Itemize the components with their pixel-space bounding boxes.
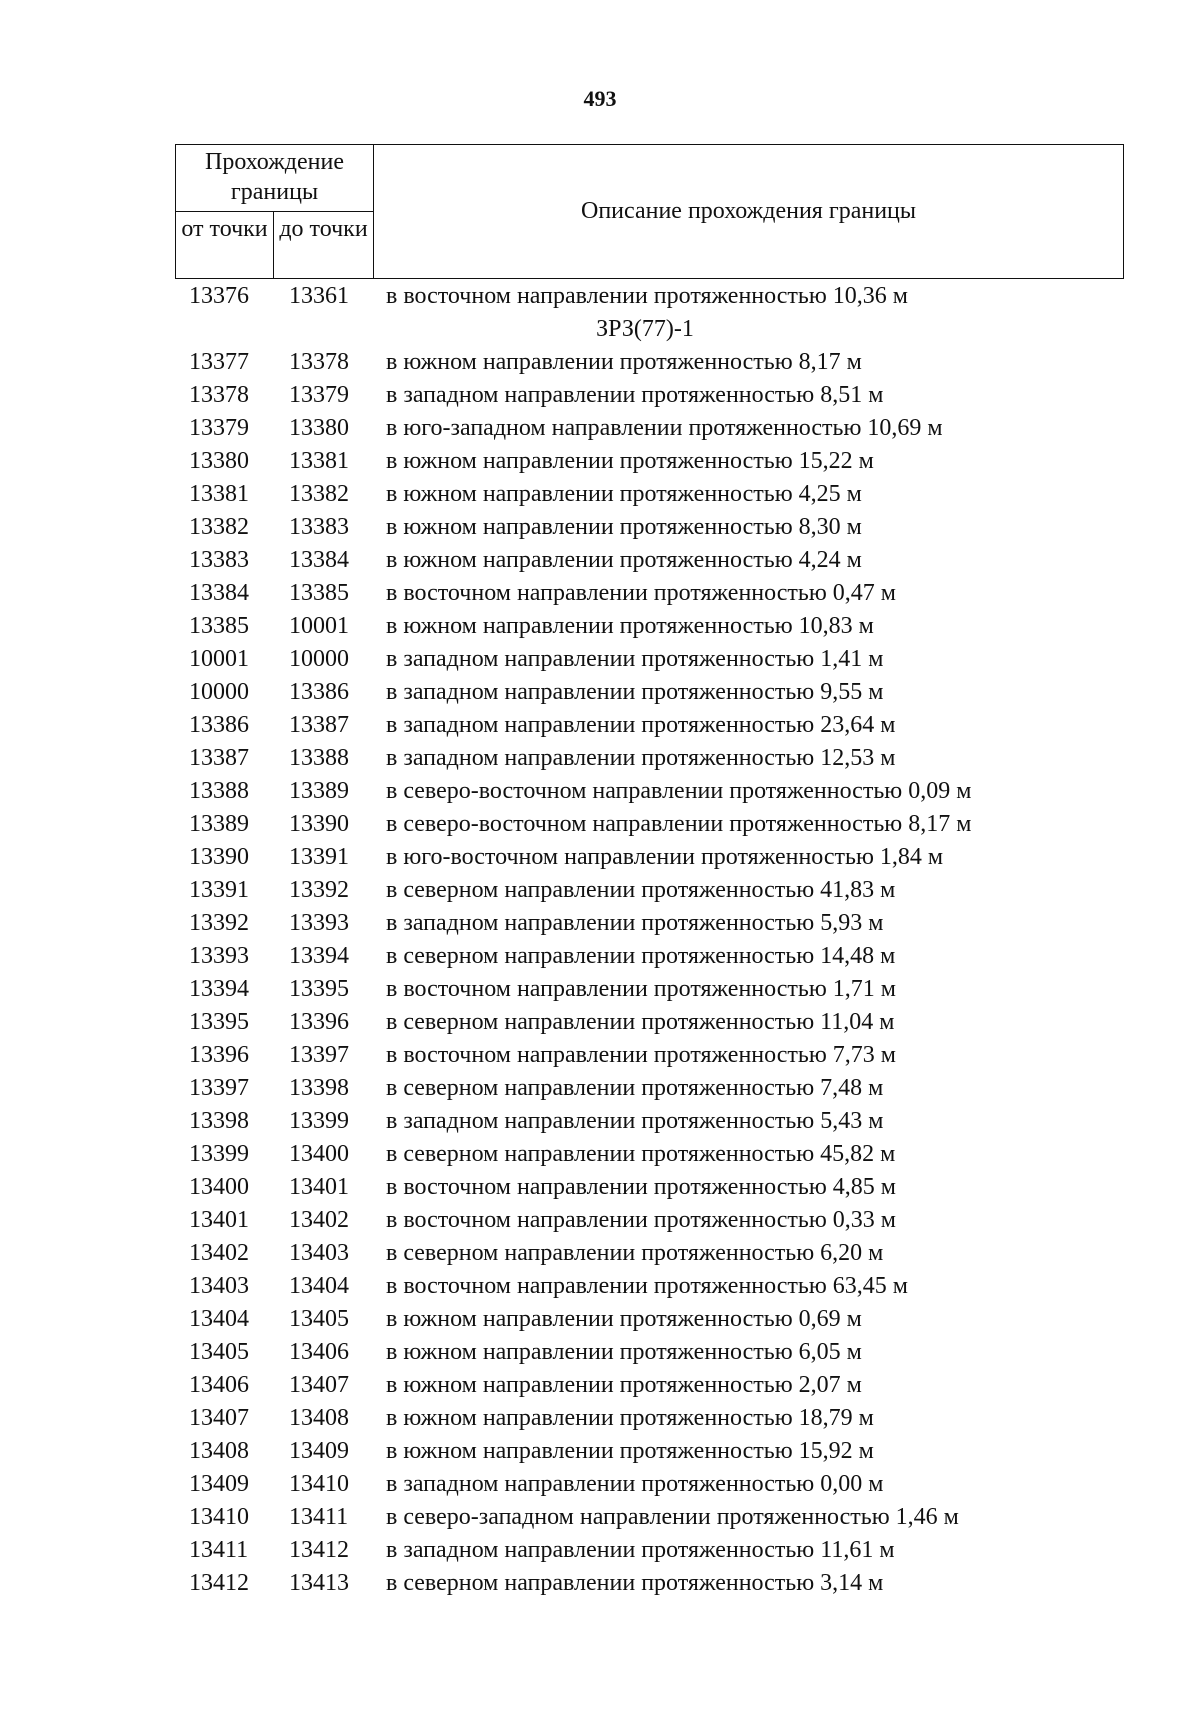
to-point: 13396 xyxy=(289,1009,349,1035)
table-row xyxy=(0,1039,1200,1072)
description: в южном направлении протяженностью 4,24 м xyxy=(386,547,862,573)
to-point: 13397 xyxy=(289,1042,349,1068)
from-point: 13393 xyxy=(189,943,249,969)
to-point: 13413 xyxy=(289,1570,349,1596)
table-row xyxy=(0,1534,1200,1567)
table-row xyxy=(0,808,1200,841)
description: в северном направлении протяженностью 41,83 м xyxy=(386,877,896,903)
description: в восточном направлении протяженностью 4,85 м xyxy=(386,1174,896,1200)
from-point: 13403 xyxy=(189,1273,249,1299)
table-row xyxy=(0,775,1200,808)
from-point: 13389 xyxy=(189,811,249,837)
description: в западном направлении протяженностью 12,53 м xyxy=(386,745,896,771)
from-point: 13378 xyxy=(189,382,249,408)
table-row xyxy=(0,1138,1200,1171)
section-title: ЗРЗ(77)-1 xyxy=(596,316,694,342)
from-point: 13388 xyxy=(189,778,249,804)
to-point: 13378 xyxy=(289,349,349,375)
description: в северо-западном направлении протяженностью 1,46 м xyxy=(386,1504,959,1530)
description: в южном направлении протяженностью 15,22 м xyxy=(386,448,874,474)
table-row xyxy=(0,907,1200,940)
to-point: 13361 xyxy=(289,283,349,309)
description: в северном направлении протяженностью 7,48 м xyxy=(386,1075,884,1101)
table-row xyxy=(0,1303,1200,1336)
from-point: 13399 xyxy=(189,1141,249,1167)
description: в восточном направлении протяженностью 7,73 м xyxy=(386,1042,896,1068)
from-point: 13379 xyxy=(189,415,249,441)
description: в западном направлении протяженностью 5,43 м xyxy=(386,1108,884,1134)
from-point: 10000 xyxy=(189,679,249,705)
table-row xyxy=(0,511,1200,544)
to-point: 13403 xyxy=(289,1240,349,1266)
table-row xyxy=(0,1204,1200,1237)
from-point: 13377 xyxy=(189,349,249,375)
description: в северном направлении протяженностью 45,82 м xyxy=(386,1141,896,1167)
to-point: 13392 xyxy=(289,877,349,903)
description: в северном направлении протяженностью 14,48 м xyxy=(386,943,896,969)
to-point: 13395 xyxy=(289,976,349,1002)
to-point: 10001 xyxy=(289,613,349,639)
table-row xyxy=(0,1402,1200,1435)
description: в западном направлении протяженностью 1,41 м xyxy=(386,646,884,672)
header-from-point: от точки xyxy=(181,216,268,242)
to-point: 13383 xyxy=(289,514,349,540)
to-point: 13402 xyxy=(289,1207,349,1233)
table-row xyxy=(0,280,1200,313)
table-row xyxy=(0,1270,1200,1303)
to-point: 13387 xyxy=(289,712,349,738)
description: в западном направлении протяженностью 23,64 м xyxy=(386,712,896,738)
from-point: 10001 xyxy=(189,646,249,672)
to-point: 13408 xyxy=(289,1405,349,1431)
to-point: 13399 xyxy=(289,1108,349,1134)
to-point: 13390 xyxy=(289,811,349,837)
description: в южном направлении протяженностью 15,92 м xyxy=(386,1438,874,1464)
from-point: 13412 xyxy=(189,1570,249,1596)
from-point: 13385 xyxy=(189,613,249,639)
from-point: 13408 xyxy=(189,1438,249,1464)
from-point: 13397 xyxy=(189,1075,249,1101)
description: в южном направлении протяженностью 8,30 м xyxy=(386,514,862,540)
to-point: 13404 xyxy=(289,1273,349,1299)
table-row xyxy=(0,841,1200,874)
description: в южном направлении протяженностью 6,05 м xyxy=(386,1339,862,1365)
table-row xyxy=(0,346,1200,379)
description: в западном направлении протяженностью 11,61 м xyxy=(386,1537,895,1563)
to-point: 13384 xyxy=(289,547,349,573)
to-point: 13400 xyxy=(289,1141,349,1167)
header-description: Описание прохождения границы xyxy=(580,198,916,224)
from-point: 13395 xyxy=(189,1009,249,1035)
table-row xyxy=(0,1105,1200,1138)
from-point: 13411 xyxy=(189,1537,249,1563)
table-row xyxy=(0,973,1200,1006)
from-point: 13384 xyxy=(189,580,249,606)
description: в северо-восточном направлении протяженностью 0,09 м xyxy=(386,778,972,804)
table-row xyxy=(0,1501,1200,1534)
to-point: 13407 xyxy=(289,1372,349,1398)
table-row xyxy=(0,544,1200,577)
from-point: 13380 xyxy=(189,448,249,474)
table-row xyxy=(0,1171,1200,1204)
to-point: 13405 xyxy=(289,1306,349,1332)
from-point: 13407 xyxy=(189,1405,249,1431)
description: в юго-западном направлении протяженностью 10,69 м xyxy=(386,415,943,441)
table-row xyxy=(0,643,1200,676)
description: в восточном направлении протяженностью 1,71 м xyxy=(386,976,896,1002)
to-point: 13406 xyxy=(289,1339,349,1365)
from-point: 13396 xyxy=(189,1042,249,1068)
table-row xyxy=(0,940,1200,973)
description: в восточном направлении протяженностью 63,45 м xyxy=(386,1273,908,1299)
table-row xyxy=(0,1435,1200,1468)
from-point: 13381 xyxy=(189,481,249,507)
to-point: 13412 xyxy=(289,1537,349,1563)
to-point: 13389 xyxy=(289,778,349,804)
to-point: 13394 xyxy=(289,943,349,969)
from-point: 13387 xyxy=(189,745,249,771)
from-point: 13392 xyxy=(189,910,249,936)
description: в северном направлении протяженностью 6,20 м xyxy=(386,1240,884,1266)
description: в южном направлении протяженностью 8,17 м xyxy=(386,349,862,375)
description: в западном направлении протяженностью 0,00 м xyxy=(386,1471,884,1497)
description: в северном направлении протяженностью 11,04 м xyxy=(386,1009,895,1035)
table-row xyxy=(0,1006,1200,1039)
table-row xyxy=(0,610,1200,643)
from-point: 13410 xyxy=(189,1504,249,1530)
table-row xyxy=(0,709,1200,742)
table-header xyxy=(175,144,1124,279)
table-row xyxy=(0,478,1200,511)
table-row xyxy=(0,1336,1200,1369)
to-point: 13401 xyxy=(289,1174,349,1200)
to-point: 13398 xyxy=(289,1075,349,1101)
description: в западном направлении протяженностью 5,93 м xyxy=(386,910,884,936)
table-row xyxy=(0,1567,1200,1600)
description: в южном направлении протяженностью 0,69 м xyxy=(386,1306,862,1332)
description: в южном направлении протяженностью 18,79 м xyxy=(386,1405,874,1431)
description: в юго-восточном направлении протяженностью 1,84 м xyxy=(386,844,944,870)
from-point: 13382 xyxy=(189,514,249,540)
from-point: 13409 xyxy=(189,1471,249,1497)
header-to-point: до точки xyxy=(279,216,368,242)
from-point: 13398 xyxy=(189,1108,249,1134)
to-point: 13391 xyxy=(289,844,349,870)
from-point: 13386 xyxy=(189,712,249,738)
page-number: 493 xyxy=(583,86,617,111)
to-point: 13380 xyxy=(289,415,349,441)
table-row xyxy=(0,412,1200,445)
table-body xyxy=(0,280,1200,1600)
from-point: 13390 xyxy=(189,844,249,870)
from-point: 13406 xyxy=(189,1372,249,1398)
to-point: 13411 xyxy=(289,1504,349,1530)
table-row xyxy=(0,1072,1200,1105)
from-point: 13391 xyxy=(189,877,249,903)
to-point: 13379 xyxy=(289,382,349,408)
table-row xyxy=(0,676,1200,709)
description: в северо-восточном направлении протяженностью 8,17 м xyxy=(386,811,972,837)
from-point: 13404 xyxy=(189,1306,249,1332)
from-point: 13400 xyxy=(189,1174,249,1200)
from-point: 13383 xyxy=(189,547,249,573)
table-row xyxy=(0,874,1200,907)
table-row xyxy=(0,1468,1200,1501)
from-point: 13376 xyxy=(189,283,249,309)
to-point: 13393 xyxy=(289,910,349,936)
header-passage: Прохождение границы xyxy=(204,149,344,205)
table-row xyxy=(0,445,1200,478)
table-row xyxy=(0,1237,1200,1270)
description: в западном направлении протяженностью 8,51 м xyxy=(386,382,884,408)
description: в восточном направлении протяженностью 0,33 м xyxy=(386,1207,896,1233)
description: в северном направлении протяженностью 3,14 м xyxy=(386,1570,884,1596)
table-row xyxy=(0,379,1200,412)
from-point: 13394 xyxy=(189,976,249,1002)
to-point: 13382 xyxy=(289,481,349,507)
description: в западном направлении протяженностью 9,55 м xyxy=(386,679,884,705)
description: в южном направлении протяженностью 4,25 м xyxy=(386,481,862,507)
to-point: 13388 xyxy=(289,745,349,771)
table-row xyxy=(0,577,1200,610)
description: в южном направлении протяженностью 10,83 м xyxy=(386,613,874,639)
description: в восточном направлении протяженностью 0,47 м xyxy=(386,580,896,606)
to-point: 13381 xyxy=(289,448,349,474)
description: в южном направлении протяженностью 2,07 м xyxy=(386,1372,862,1398)
to-point: 13385 xyxy=(289,580,349,606)
to-point: 13410 xyxy=(289,1471,349,1497)
header-row-divider xyxy=(176,211,373,212)
description: в восточном направлении протяженностью 10,36 м xyxy=(386,283,908,309)
to-point: 10000 xyxy=(289,646,349,672)
to-point: 13386 xyxy=(289,679,349,705)
from-point: 13401 xyxy=(189,1207,249,1233)
from-point: 13405 xyxy=(189,1339,249,1365)
table-row xyxy=(0,1369,1200,1402)
from-point: 13402 xyxy=(189,1240,249,1266)
table-row xyxy=(0,742,1200,775)
to-point: 13409 xyxy=(289,1438,349,1464)
